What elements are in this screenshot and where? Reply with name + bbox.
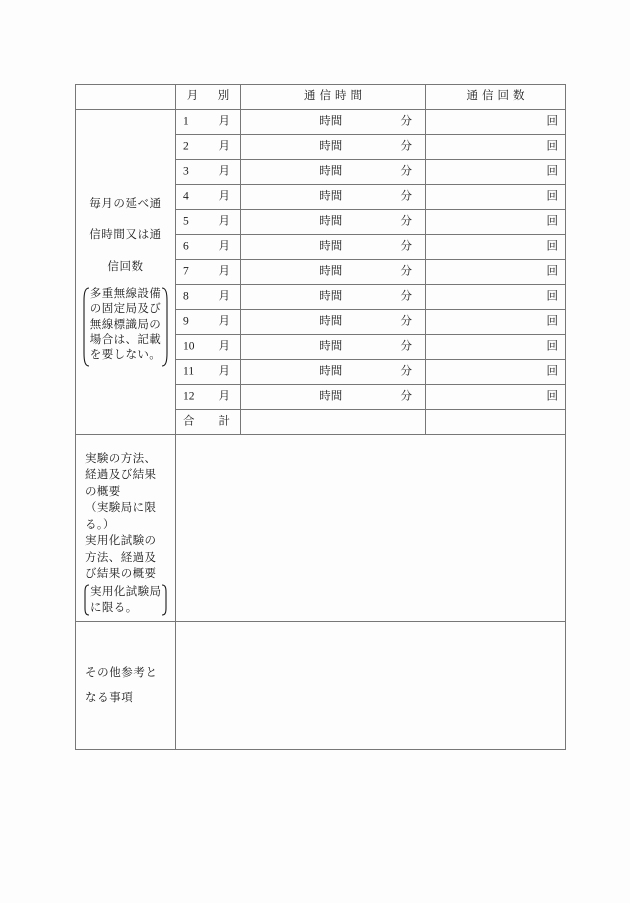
communication-time-cell[interactable]	[241, 160, 426, 185]
monthly-note-line-4: 場合は、記載	[89, 333, 162, 346]
experiment-label-line-1: 実験の方法、	[85, 452, 157, 465]
minute-unit: 分	[400, 190, 412, 203]
other-remarks-label-cell	[76, 622, 176, 750]
month-number: 9	[183, 315, 189, 328]
experiment-note-text	[90, 584, 161, 616]
communication-time-cell[interactable]	[241, 185, 426, 210]
month-unit: 月	[218, 115, 230, 128]
month-unit: 月	[218, 290, 230, 303]
communication-time-cell[interactable]	[241, 285, 426, 310]
communication-count-cell[interactable]	[426, 235, 566, 260]
month-number: 4	[183, 190, 189, 203]
count-unit: 回	[546, 340, 558, 353]
month-cell	[176, 335, 241, 360]
hour-unit: 時間	[319, 165, 343, 178]
month-number: 6	[183, 240, 189, 253]
month-number: 5	[183, 215, 189, 228]
communication-count-cell[interactable]	[426, 360, 566, 385]
count-unit: 回	[546, 365, 558, 378]
table-header-row	[76, 85, 566, 110]
hour-unit: 時間	[319, 315, 343, 328]
minute-unit: 分	[400, 115, 412, 128]
communication-time-cell[interactable]	[241, 235, 426, 260]
minute-unit: 分	[400, 365, 412, 378]
communication-count-cell[interactable]	[426, 210, 566, 235]
month-number: 11	[183, 365, 195, 378]
communication-count-cell[interactable]	[426, 185, 566, 210]
minute-unit: 分	[400, 240, 412, 253]
communication-count-cell[interactable]	[426, 285, 566, 310]
hour-unit: 時間	[319, 215, 343, 228]
month-cell	[176, 285, 241, 310]
month-cell	[176, 135, 241, 160]
month-unit: 月	[218, 140, 230, 153]
communication-count-cell[interactable]	[426, 135, 566, 160]
hour-unit: 時間	[319, 365, 343, 378]
hour-unit: 時間	[319, 115, 343, 128]
count-unit: 回	[546, 290, 558, 303]
monthly-note-line-3: 無線標識局の	[89, 318, 162, 331]
minute-unit: 分	[400, 390, 412, 403]
total-label-left: 合	[183, 415, 195, 428]
communication-time-cell[interactable]	[241, 210, 426, 235]
month-number: 3	[183, 165, 189, 178]
communication-count-cell[interactable]	[426, 260, 566, 285]
month-cell	[176, 235, 241, 260]
month-cell	[176, 360, 241, 385]
other-label-line-2: なる事項	[85, 691, 134, 704]
header-communication-count-column: 通信回数	[426, 85, 566, 110]
month-number: 10	[183, 340, 195, 353]
header-blank-cell	[76, 85, 176, 110]
experiment-label-line-4: （実験局に限	[85, 502, 157, 514]
count-unit: 回	[546, 265, 558, 278]
table-row	[76, 110, 566, 135]
header-communication-time-column: 通信時間	[241, 85, 426, 110]
communication-count-cell[interactable]	[426, 110, 566, 135]
month-cell	[176, 185, 241, 210]
monthly-label-note	[76, 287, 175, 367]
header-month-column: 月 別	[176, 85, 241, 110]
hour-unit: 時間	[319, 240, 343, 253]
hour-unit: 時間	[319, 290, 343, 303]
communication-time-cell[interactable]	[241, 360, 426, 385]
monthly-note-line-2: の固定局及び	[89, 303, 162, 316]
hour-unit: 時間	[319, 140, 343, 153]
monthly-label-line-2: 信時間又は通	[89, 229, 162, 242]
experiment-description-field[interactable]	[176, 435, 566, 622]
hour-unit: 時間	[319, 190, 343, 203]
communication-time-cell[interactable]	[241, 110, 426, 135]
experiment-label-note	[82, 584, 175, 616]
radio-station-communication-log-table	[75, 84, 566, 750]
month-unit: 月	[218, 190, 230, 203]
month-number: 7	[183, 265, 189, 278]
month-number: 12	[183, 390, 195, 403]
month-unit: 月	[218, 315, 230, 328]
month-number: 1	[183, 115, 189, 128]
communication-time-cell[interactable]	[241, 335, 426, 360]
minute-unit: 分	[400, 290, 412, 303]
left-curly-bracket-icon	[82, 584, 90, 616]
communication-time-cell[interactable]	[241, 385, 426, 410]
month-unit: 月	[218, 390, 230, 403]
month-cell	[176, 160, 241, 185]
total-label-cell	[176, 410, 241, 435]
hour-unit: 時間	[319, 390, 343, 403]
month-unit: 月	[218, 165, 230, 178]
month-number: 8	[183, 290, 189, 303]
experiment-note-line-2: に限る。	[90, 601, 138, 614]
experiment-label-line-5: る。）	[85, 518, 115, 531]
communication-time-cell[interactable]	[241, 310, 426, 335]
minute-unit: 分	[400, 340, 412, 353]
month-cell	[176, 110, 241, 135]
month-number: 2	[183, 140, 189, 153]
total-communication-time-cell[interactable]	[241, 410, 426, 435]
communication-count-cell[interactable]	[426, 335, 566, 360]
minute-unit: 分	[400, 265, 412, 278]
experiment-label-line-3: の概要	[85, 485, 121, 498]
communication-time-cell[interactable]	[241, 135, 426, 160]
monthly-totals-label-cell	[76, 110, 176, 435]
experiment-note-line-1: 実用化試験局	[90, 585, 162, 598]
experiment-label-line-6: 実用化試験の	[85, 535, 157, 547]
communication-time-cell[interactable]	[241, 260, 426, 285]
month-unit: 月	[218, 365, 230, 378]
minute-unit: 分	[400, 315, 412, 328]
monthly-label-line-1: 毎月の延べ通	[89, 197, 162, 210]
monthly-note-line-5: を要しない。	[89, 349, 162, 362]
experiment-label-line-2: 経過及び結果	[85, 469, 157, 481]
right-curly-bracket-icon	[161, 584, 169, 616]
hour-unit: 時間	[319, 265, 343, 278]
hour-unit: 時間	[319, 340, 343, 353]
total-communication-count-cell[interactable]	[426, 410, 566, 435]
count-unit: 回	[546, 215, 558, 228]
total-label-right: 計	[218, 415, 230, 428]
monthly-note-line-1: 多重無線設備	[89, 288, 162, 301]
count-unit: 回	[546, 240, 558, 253]
month-unit: 月	[218, 340, 230, 353]
month-cell	[176, 260, 241, 285]
monthly-label-line-3: 信回数	[107, 260, 144, 273]
experiment-label-cell	[76, 435, 176, 622]
other-label-line-1: その他参考と	[85, 666, 158, 679]
month-cell	[176, 310, 241, 335]
communication-count-cell[interactable]	[426, 310, 566, 335]
month-unit: 月	[218, 265, 230, 278]
count-unit: 回	[546, 315, 558, 328]
month-cell	[176, 210, 241, 235]
month-unit: 月	[218, 215, 230, 228]
other-remarks-section-row	[76, 622, 566, 750]
communication-count-cell[interactable]	[426, 385, 566, 410]
experiment-label-line-8: び結果の概要	[85, 568, 157, 580]
monthly-note-text	[90, 287, 161, 367]
minute-unit: 分	[400, 165, 412, 178]
experiment-label-line-7: 方法、経過及	[85, 551, 157, 564]
communication-count-cell[interactable]	[426, 160, 566, 185]
count-unit: 回	[546, 165, 558, 178]
right-curly-bracket-icon	[161, 287, 170, 367]
left-curly-bracket-icon	[81, 287, 90, 367]
count-unit: 回	[546, 115, 558, 128]
count-unit: 回	[546, 190, 558, 203]
experiment-section-row	[76, 435, 566, 622]
month-cell	[176, 385, 241, 410]
count-unit: 回	[546, 140, 558, 153]
minute-unit: 分	[400, 140, 412, 153]
minute-unit: 分	[400, 215, 412, 228]
count-unit: 回	[546, 390, 558, 403]
other-remarks-field[interactable]	[176, 622, 566, 750]
month-unit: 月	[218, 240, 230, 253]
